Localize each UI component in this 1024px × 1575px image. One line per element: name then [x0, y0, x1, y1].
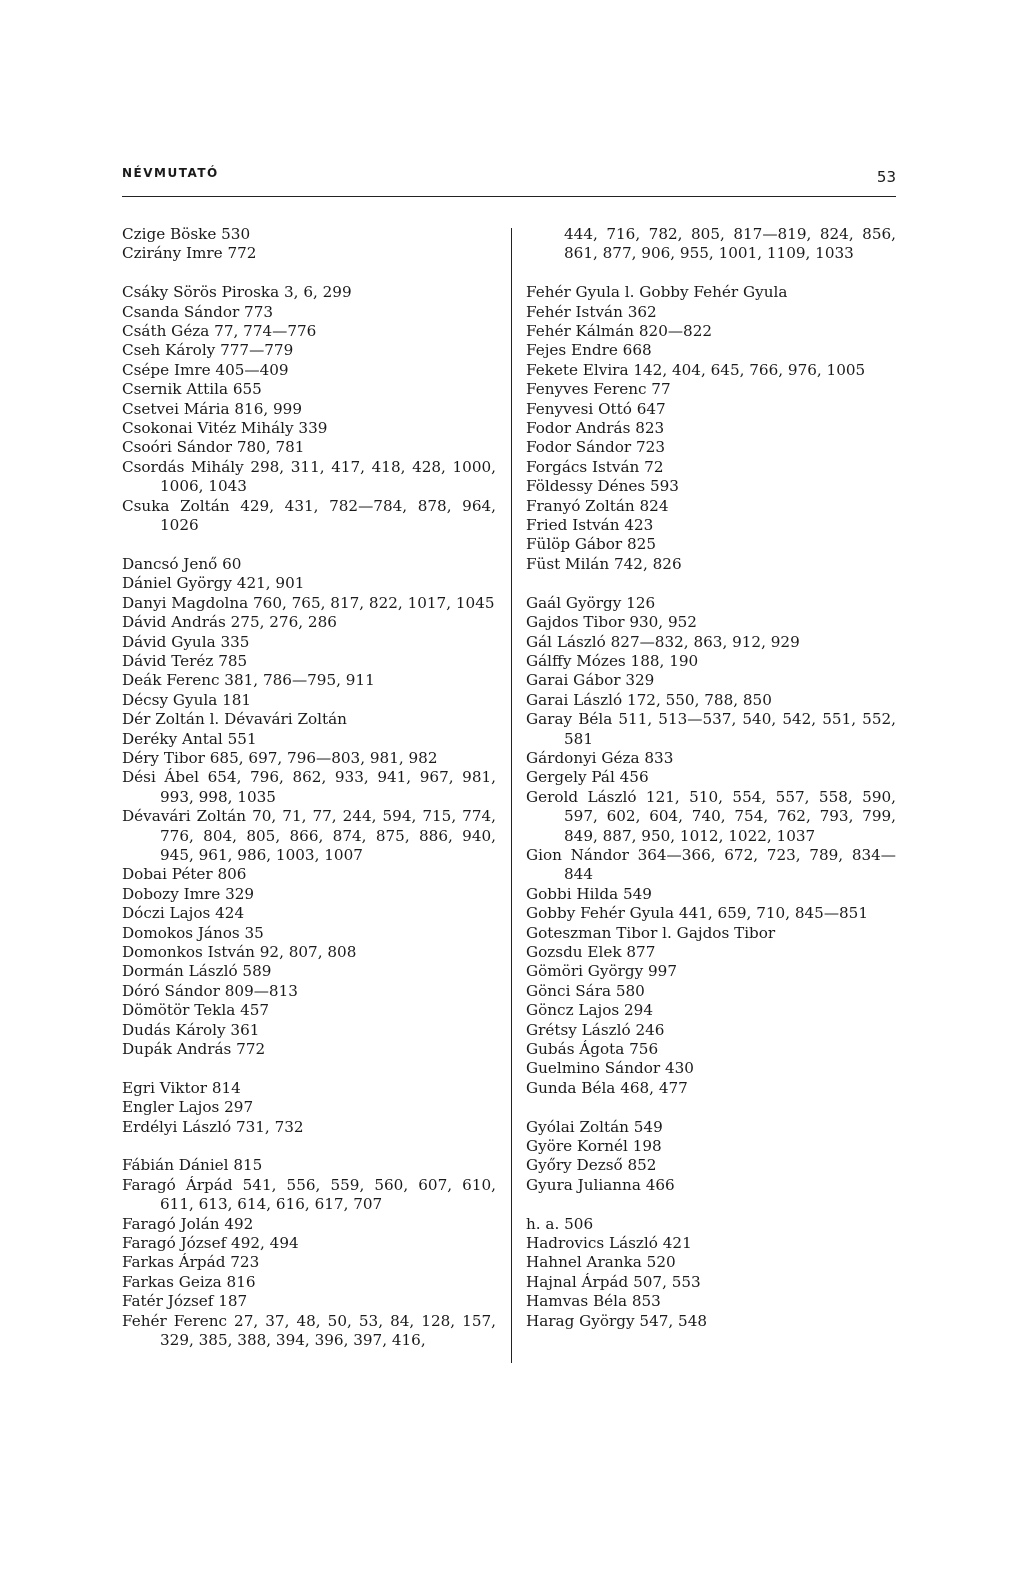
- index-entry: Garay Béla 511, 513—537, 540, 542, 551, 552, 581: [526, 710, 896, 748]
- index-entry: Dupák András 772: [122, 1040, 266, 1059]
- index-entry: Gyólai Zoltán 549: [526, 1117, 663, 1136]
- index-entry: Goteszman Tibor l. Gajdos Tibor: [526, 923, 776, 942]
- index-entry: Gálffy Mózes 188, 190: [526, 651, 699, 670]
- index-entry: Harag György 547, 548: [526, 1311, 708, 1330]
- index-entry: Gárdonyi Géza 833: [526, 748, 674, 767]
- index-entry: Csanda Sándor 773: [122, 302, 274, 321]
- index-entry: Garai László 172, 550, 788, 850: [526, 690, 772, 709]
- index-entry: Gozsdu Elek 877: [526, 943, 656, 961]
- index-entry: Göncz Lajos 294: [526, 1001, 653, 1020]
- index-entry: Gerold László 121, 510, 554, 557, 558, 590, 597, 602, 604, 740, 754, 762, 793, 799, 849, 887, 950, 1012, 1022, 1037: [526, 787, 896, 845]
- index-entry: Fehér Kálmán 820—822: [526, 322, 713, 341]
- group-spacer: [526, 1195, 896, 1214]
- index-entry: Forgács István 72: [526, 457, 664, 476]
- group-spacer: [122, 1059, 496, 1078]
- index-entry: Dóró Sándor 809—813: [122, 981, 298, 1000]
- index-entry: Dóczi Lajos 424: [122, 904, 245, 923]
- index-entry: Gönci Sára 580: [526, 981, 645, 1000]
- index-entry: Hadrovics László 421: [526, 1234, 692, 1253]
- index-entry: Gubás Ágota 756: [526, 1040, 659, 1059]
- index-entry: Gergely Pál 456: [526, 768, 649, 787]
- index-entry: Füst Milán 742, 826: [526, 554, 682, 573]
- index-entry: Guelmino Sándor 430: [526, 1059, 694, 1078]
- index-entry: Csáky Sörös Piroska 3, 6, 299: [122, 283, 352, 302]
- index-entry: Fodor András 823: [526, 419, 665, 438]
- index-entry: Erdélyi László 731, 732: [122, 1117, 304, 1136]
- index-entry: Györe Kornél 198: [526, 1137, 662, 1156]
- index-entry: Gobbi Hilda 549: [526, 884, 652, 903]
- index-entry: Dömötör Tekla 457: [122, 1001, 270, 1020]
- index-entry: Czirány Imre 772: [122, 244, 257, 263]
- index-entry: Farkas Geiza 816: [122, 1272, 256, 1291]
- index-entry: Fejes Endre 668: [526, 341, 652, 360]
- index-entry: Csetvei Mária 816, 999: [122, 399, 302, 418]
- index-entry: Fehér Ferenc 27, 37, 48, 50, 53, 84, 128, 157, 329, 385, 388, 394, 396, 397, 416,: [122, 1311, 496, 1350]
- index-entry: Csernik Attila 655: [122, 380, 262, 399]
- group-spacer: [526, 1098, 896, 1117]
- index-entry: Faragó József 492, 494: [122, 1234, 299, 1253]
- index-entry: Domonkos István 92, 807, 808: [122, 943, 357, 961]
- index-entry: Déry Tibor 685, 697, 796—803, 981, 982: [122, 748, 438, 767]
- index-entry: Czige Böske 530: [122, 225, 251, 243]
- index-entry: Engler Lajos 297: [122, 1098, 254, 1117]
- index-entry: Fülöp Gábor 825: [526, 535, 656, 554]
- index-entry: Dobai Péter 806: [122, 865, 247, 884]
- index-entry: Deréky Antal 551: [122, 729, 257, 748]
- index-entry: Faragó Árpád 541, 556, 559, 560, 607, 610, 611, 613, 614, 616, 617, 707: [122, 1175, 496, 1214]
- group-spacer: [122, 264, 496, 283]
- index-entry: Fenyvesi Ottó 647: [526, 399, 666, 418]
- index-entry: Csordás Mihály 298, 311, 417, 418, 428, 1000, 1006, 1043: [122, 457, 496, 496]
- index-entry: Fábián Dániel 815: [122, 1156, 263, 1175]
- index-entry: h. a. 506: [526, 1214, 594, 1233]
- index-entry: Fodor Sándor 723: [526, 438, 665, 457]
- index-entry: Győry Dezső 852: [526, 1156, 657, 1175]
- index-entry: Dudás Károly 361: [122, 1020, 260, 1039]
- index-entry: Fekete Elvira 142, 404, 645, 766, 976, 1005: [526, 360, 866, 379]
- index-entry: Gobby Fehér Gyula 441, 659, 710, 845—851: [526, 904, 869, 923]
- index-entry: Franyó Zoltán 824: [526, 496, 669, 515]
- index-entry: Dési Ábel 654, 796, 862, 933, 941, 967, 981, 993, 998, 1035: [122, 768, 496, 806]
- index-entry: Domokos János 35: [122, 923, 264, 942]
- index-entry: Fried István 423: [526, 516, 654, 535]
- index-entry: Egri Viktor 814: [122, 1078, 241, 1097]
- index-entry: Gömöri György 997: [526, 962, 677, 981]
- index-entry: Dobozy Imre 329: [122, 884, 255, 903]
- index-entry: Csépe Imre 405—409: [122, 360, 289, 379]
- group-spacer: [526, 574, 896, 593]
- index-column-left: [122, 225, 496, 1351]
- index-entry: Hahnel Aranka 520: [526, 1253, 676, 1272]
- index-entry: Csáth Géza 77, 774—776: [122, 322, 317, 341]
- index-entry: Gion Nándor 364—366, 672, 723, 789, 834—844: [526, 845, 896, 884]
- index-entry: Cseh Károly 777—779: [122, 341, 294, 360]
- index-column-right: [526, 225, 896, 1331]
- group-spacer: [122, 1137, 496, 1156]
- page-number: 53: [876, 168, 896, 186]
- index-entry: Garai Gábor 329: [526, 671, 655, 690]
- index-entry: Fenyves Ferenc 77: [526, 380, 671, 399]
- index-entry-continuation: 444, 716, 782, 805, 817—819, 824, 856, 861, 877, 906, 955, 1001, 1109, 1033: [564, 225, 896, 263]
- index-entry: Dávid Gyula 335: [122, 632, 250, 651]
- index-entry: Gunda Béla 468, 477: [526, 1078, 688, 1097]
- column-divider: [511, 228, 512, 1363]
- index-entry: Farkas Árpád 723: [122, 1253, 260, 1272]
- index-entry: Gajdos Tibor 930, 952: [526, 613, 697, 632]
- index-entry: Deák Ferenc 381, 786—795, 911: [122, 671, 375, 690]
- index-entry: Danyi Magdolna 760, 765, 817, 822, 1017, 1045: [122, 593, 495, 612]
- index-entry: Gyura Julianna 466: [526, 1175, 675, 1194]
- page-header: [122, 166, 896, 197]
- index-entry: Hajnal Árpád 507, 553: [526, 1272, 701, 1291]
- index-entry: Décsy Gyula 181: [122, 690, 252, 709]
- index-entry: Csuka Zoltán 429, 431, 782—784, 878, 964, 1026: [122, 496, 496, 535]
- index-entry: Hamvas Béla 853: [526, 1292, 661, 1311]
- index-entry: Faragó Jolán 492: [122, 1214, 254, 1233]
- index-entry: Dávid András 275, 276, 286: [122, 613, 337, 632]
- index-entry: Földessy Dénes 593: [526, 477, 679, 496]
- group-spacer: [122, 535, 496, 554]
- index-entry: Gál László 827—832, 863, 912, 929: [526, 632, 800, 651]
- index-entry: Gaál György 126: [526, 593, 656, 612]
- index-entry: Dévavári Zoltán 70, 71, 77, 244, 594, 715, 774, 776, 804, 805, 866, 874, 875, 886, 940, 945, 961, 986, 1003, 1007: [122, 807, 496, 864]
- index-entry: Dormán László 589: [122, 962, 272, 981]
- group-spacer: [526, 264, 896, 283]
- index-entry: Fatér József 187: [122, 1292, 248, 1311]
- index-entry: Grétsy László 246: [526, 1020, 665, 1039]
- index-entry: Csokonai Vitéz Mihály 339: [122, 419, 328, 438]
- index-entry: Csoóri Sándor 780, 781: [122, 438, 305, 457]
- index-entry: Dancsó Jenő 60: [122, 554, 242, 573]
- index-entry: Dániel György 421, 901: [122, 574, 305, 593]
- index-entry: Dér Zoltán l. Dévavári Zoltán: [122, 710, 347, 729]
- index-entry: Fehér Gyula l. Gobby Fehér Gyula: [526, 283, 788, 302]
- running-title: NÉVMUTATÓ: [122, 166, 219, 180]
- index-entry: Dávid Teréz 785: [122, 651, 248, 670]
- index-entry: Fehér István 362: [526, 302, 657, 321]
